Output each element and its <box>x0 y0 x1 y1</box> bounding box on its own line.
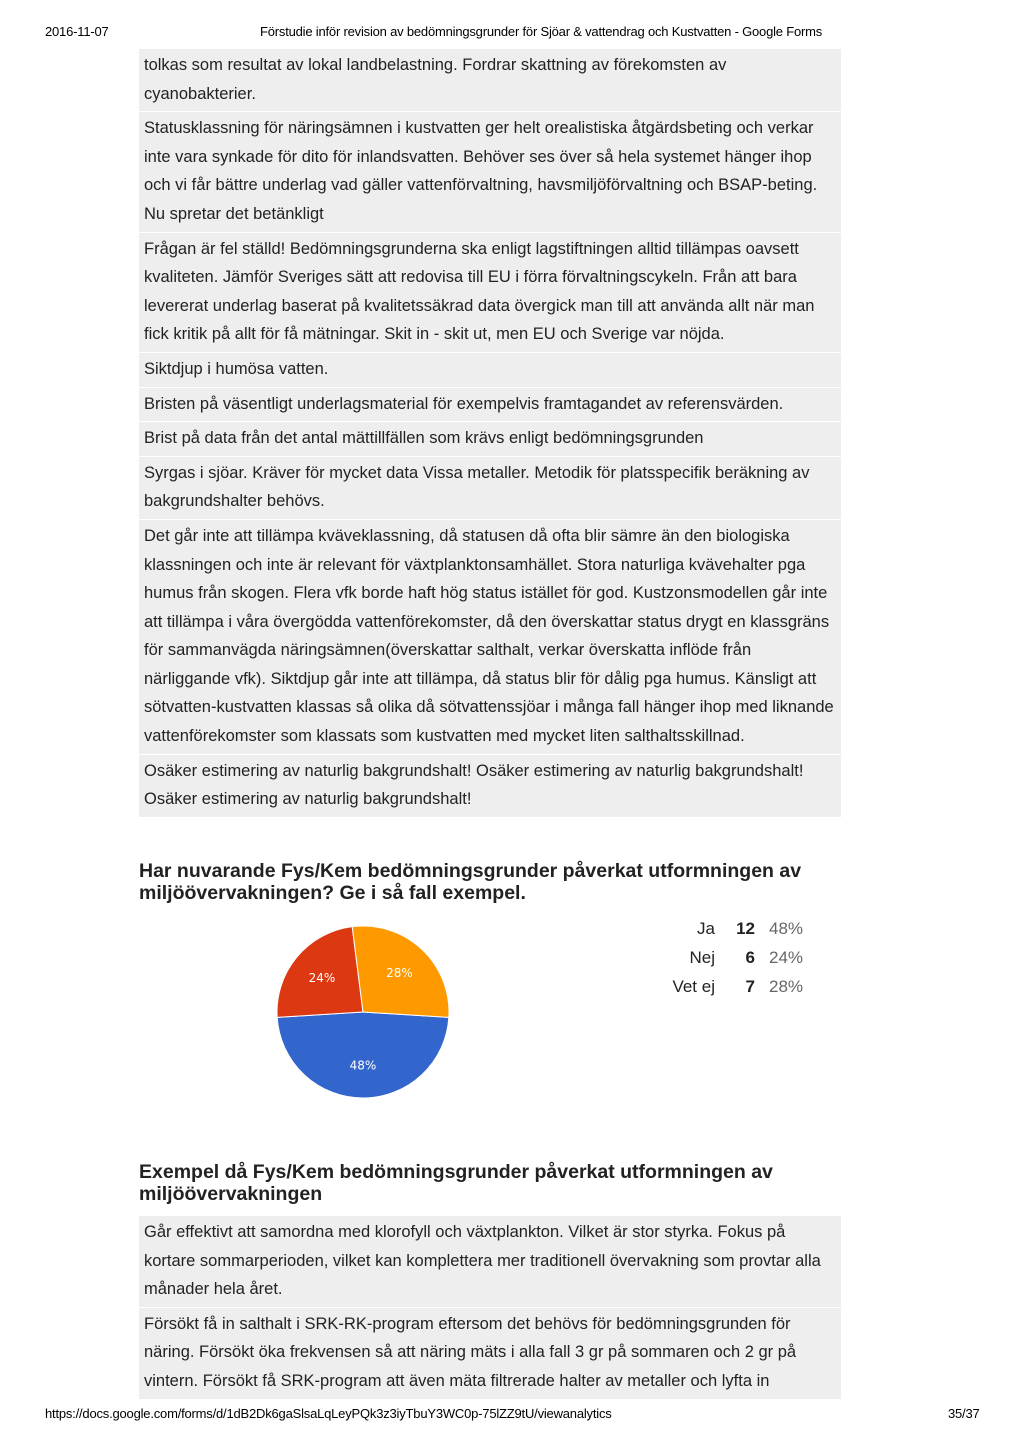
response-item: Siktdjup i humösa vatten. <box>139 353 841 388</box>
response-item: Det går inte att tillämpa kväveklassning, då statusen då ofta blir sämre än den biologiska klassningen och inte är relevant för växtplanktonsamhället. Stora naturliga kvävehalter pga humus från skogen. Flera vfk borde haft hög status istället för god. Kustzonsmodellen går inte att tillämpa i våra övergödda vattenförekomster, då den överskattar status drygt en klassgräns för sammanvägda näringsämnen(överskattar salthalt, verkar överskatta inflöde från närliggande vfk). Siktdjup går inte att tillämpa, då status blir för dålig pga humus. Känsligt att sötvatten-kustvatten klassas så olika då sötvattenssjöar i många fall hänger ihop med liknande vattenförekomster som klassats som kustvatten med mycket liten salthaltsskillnad. <box>139 520 841 755</box>
legend-percent: 24% <box>769 947 804 967</box>
response-item: Syrgas i sjöar. Kräver för mycket data Vissa metaller. Metodik för platsspecifik beräkning av bakgrundshalter behövs. <box>139 457 841 520</box>
legend-count: 7 <box>745 976 755 996</box>
response-item: Frågan är fel ställd! Bedömningsgrunderna ska enligt lagstiftningen alltid tillämpas oavsett kvaliteten. Jämför Sveriges sätt att redovisa till EU i förra förvaltningscykeln. Från att bara levererat underlag baserat på kvalitetssäkrad data övergick man till att använda allt när man fick kritik på allt för få mätningar. Skit in - skit ut, men EU och Sverige var nöjda. <box>139 233 841 353</box>
legend-row <box>660 943 803 972</box>
question-title: Exempel då Fys/Kem bedömningsgrunder påverkat utformningen av miljöövervakningen <box>139 1161 773 1205</box>
print-title: Förstudie inför revision av bedömningsgrunder för Sjöar & vattendrag och Kustvatten - Google Forms <box>260 24 823 39</box>
legend-label: Ja <box>697 918 715 938</box>
legend-percent: 28% <box>769 976 804 996</box>
response-item: Brist på data från det antal mättillfällen som krävs enligt bedömningsgrunden <box>139 422 841 457</box>
pie-slice-label: 48% <box>349 1058 377 1073</box>
legend-label: Vet ej <box>672 976 715 996</box>
response-item: Osäker estimering av naturlig bakgrundshalt! Osäker estimering av naturlig bakgrundshalt! Osäker estimering av naturlig bakgrundshalt! <box>139 755 841 818</box>
response-item: Bristen på väsentligt underlagsmaterial för exempelvis framtagandet av referensvärden. <box>139 388 841 423</box>
legend-row <box>660 914 803 943</box>
pie-slice-label: 28% <box>386 966 413 981</box>
pie-slice-label: 24% <box>308 971 336 986</box>
response-item: tolkas som resultat av lokal landbelastning. Fordrar skattning av förekomsten av cyanobakterier. <box>139 49 841 112</box>
response-list-top <box>139 49 841 818</box>
legend-percent: 48% <box>769 918 804 938</box>
legend-count: 12 <box>736 918 755 938</box>
print-header <box>0 24 1024 42</box>
print-date: 2016-11-07 <box>45 24 109 39</box>
print-footer <box>0 1406 1024 1424</box>
question-title: Har nuvarande Fys/Kem bedömningsgrunder påverkat utformningen av miljöövervakningen? Ge i så fall exempel. <box>139 860 802 904</box>
response-item: Statusklassning för näringsämnen i kustvatten ger helt orealistiska åtgärdsbeting och verkar inte vara synkade för dito för inlandsvatten. Behöver ses över så hela systemet hänger ihop och vi får bättre underlag vad gäller vattenförvaltning, havsmiljöförvaltning och BSAP-beting. Nu spretar det betänkligt <box>139 112 841 232</box>
legend-label: Nej <box>689 947 715 967</box>
print-url: https://docs.google.com/forms/d/1dB2Dk6gaSlsaLqLeyPQk3z3iyTbuY3WC0p-75lZZ9tU/viewanalytics <box>45 1406 612 1421</box>
legend-row <box>660 972 803 1001</box>
pie-legend <box>660 914 803 1001</box>
response-item: Går effektivt att samordna med klorofyll och växtplankton. Vilket är stor styrka. Fokus på kortare sommarperioden, vilket kan komplettera mer traditionell övervakning som provtar alla månader hela året. <box>139 1216 841 1308</box>
page-number: 35/37 <box>948 1406 980 1421</box>
response-item: Försökt få in salthalt i SRK-RK-program eftersom det behövs för bedömningsgrunden för näring. Försökt öka frekvensen så att näring mäts i alla fall 3 gr på sommaren och 2 gr på vintern. Försökt få SRK-program att även mäta filtrerade halter av metaller och lyfta in <box>139 1308 841 1400</box>
pie-slice-ja <box>277 1012 449 1098</box>
response-list-bottom <box>139 1216 841 1400</box>
legend-count: 6 <box>745 947 755 967</box>
